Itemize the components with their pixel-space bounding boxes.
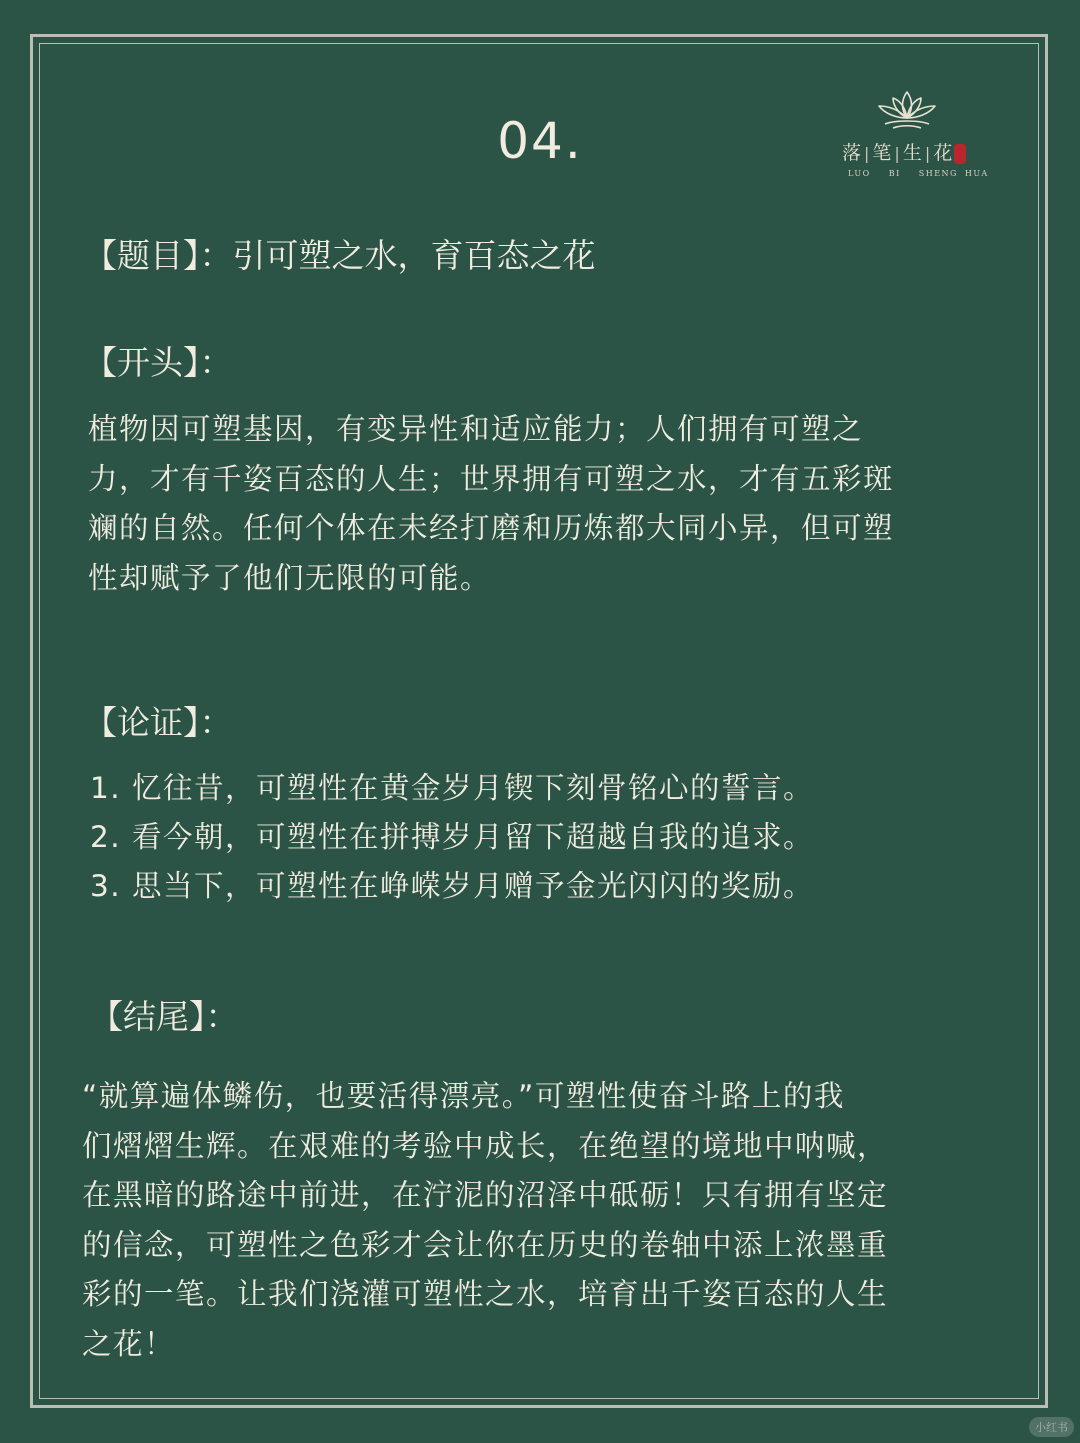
opening-paragraph bbox=[88, 405, 998, 603]
red-seal-stamp bbox=[954, 144, 966, 164]
watermark: 小红书 bbox=[1029, 1417, 1074, 1437]
logo-pinyin-3: SHENG bbox=[918, 169, 958, 178]
logo-char-3: 生 bbox=[902, 142, 922, 164]
opening-line: 植物因可塑基因，有变异性和适应能力；人们拥有可塑之 bbox=[88, 412, 864, 446]
opening-line: 斓的自然。任何个体在未经打磨和历炼都大同小异，但可塑 bbox=[88, 511, 895, 545]
opening-heading: 【开头】： bbox=[84, 343, 233, 382]
opening-line: 性却赋予了他们无限的可能。 bbox=[88, 560, 492, 595]
argument-item-1: 1. 忆往昔，可塑性在黄金岁月锲下刻骨铭心的誓言。 bbox=[90, 771, 815, 805]
lotus-icon bbox=[875, 88, 939, 132]
ending-paragraph bbox=[82, 1072, 1002, 1369]
opening-line: 力，才有千姿百态的人生；世界拥有可塑之水，才有五彩斑 bbox=[88, 461, 895, 496]
ending-line: 之花！ bbox=[82, 1326, 176, 1361]
argument-heading: 【论证】： bbox=[84, 703, 233, 742]
logo-pinyin-1: LUO bbox=[848, 169, 871, 178]
page-number: 04. bbox=[497, 112, 583, 170]
ending-line: “就算遍体鳞伤，也要活得漂亮。”可塑性使奋斗路上的我 bbox=[82, 1079, 845, 1113]
argument-item-2: 2. 看今朝，可塑性在拼搏岁月留下超越自我的追求。 bbox=[90, 820, 815, 854]
ending-line: 在黑暗的路途中前进，在泞泥的沼泽中砥砺！只有拥有坚定 bbox=[82, 1178, 889, 1212]
logo-char-4: 花 bbox=[933, 142, 953, 164]
argument-item-3: 3. 思当下，可塑性在峥嵘岁月赠予金光闪闪的奖励。 bbox=[90, 869, 815, 903]
logo-char-2: 笔 bbox=[872, 142, 892, 164]
brand-logo bbox=[842, 88, 992, 184]
topic-heading: 【题目】：引可塑之水，育百态之花 bbox=[84, 236, 596, 275]
ending-line: 的信念，可塑性之色彩才会让你在历史的卷轴中添上浓墨重 bbox=[82, 1227, 889, 1262]
ending-line: 们熠熠生辉。在艰难的考验中成长，在绝望的境地中呐喊， bbox=[82, 1128, 889, 1163]
logo-pinyin-4: HUA bbox=[964, 169, 989, 178]
ending-line: 彩的一笔。让我们浇灌可塑性之水，培育出千姿百态的人生 bbox=[82, 1277, 889, 1311]
logo-pinyin-2: BI bbox=[888, 169, 901, 178]
logo-pinyin bbox=[848, 169, 992, 178]
logo-characters: 落 | 笔 | 生 | 花 bbox=[842, 138, 992, 164]
logo-char-1: 落 bbox=[842, 142, 862, 164]
ending-heading: 【结尾】： bbox=[90, 997, 239, 1036]
